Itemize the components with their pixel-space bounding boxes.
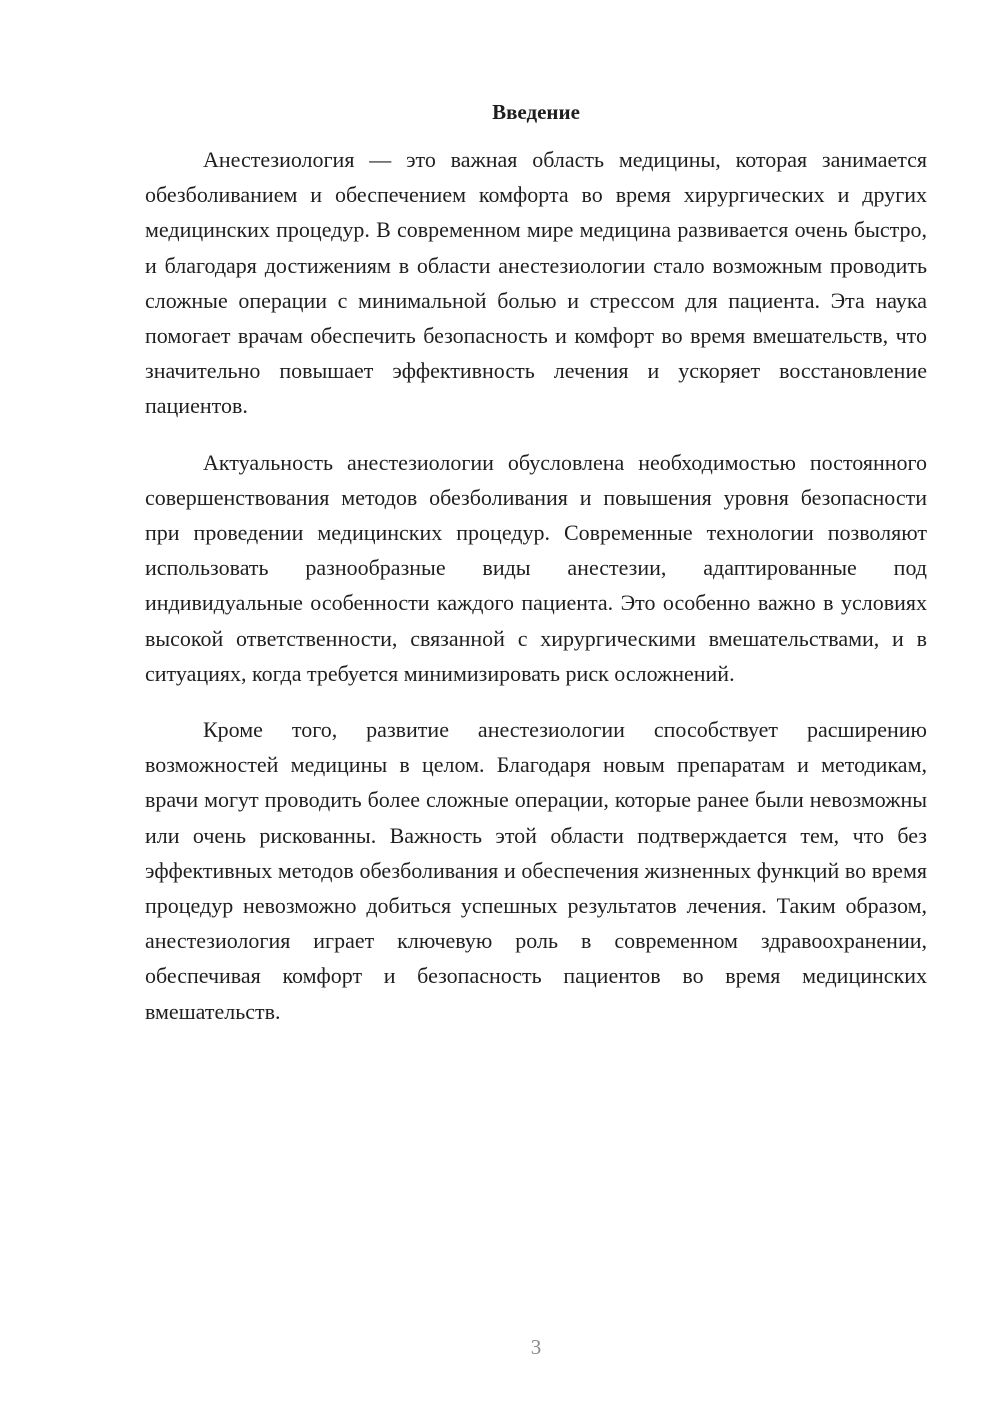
page-number: 3 [530,1335,542,1359]
paragraph-3: Кроме того, развитие анестезиологии способствует расширению возможностей медицины в целом. Благодаря новым препаратам и методикам, врачи могут проводить более сложные операции, которые ранее были невозможны или очень рискованны. Важность этой области подтверждается тем, что без эффективных методов обезболивания и обеспечения жизненных функций во время процедур невозможно добиться успешных результатов лечения. Таким образом, анестезиология играет ключевую роль в современном здравоохранении, обеспечивая комфорт и безопасность пациентов во время медицинских вмешательств. [145,717,927,1024]
paragraph-2: Актуальность анестезиологии обусловлена необходимостью постоянного совершенствования методов обезболивания и повышения уровня безопасности при проведении медицинских процедур. Современные технологии позволяют использовать разнообразные виды анестезии, адаптированные под индивидуальные особенности каждого пациента. Это особенно важно в условиях высокой ответственности, связанной с хирургическими вмешательствами, и в ситуациях, когда требуется минимизировать риск осложнений. [145,449,927,686]
document-body [145,142,927,1050]
paragraph-1: Анестезиология — это важная область медицины, которая занимается обезболиванием и обеспечением комфорта во время хирургических и других медицинских процедур. В современном мире медицина развивается очень быстро, и благодаря достижениям в области анестезиологии стало возможным проводить сложные операции с минимальной болью и стрессом для пациента. Эта наука помогает врачам обеспечить безопасность и комфорт во время вмешательств, что значительно повышает эффективность лечения и ускоряет восстановление пациентов. [145,147,927,419]
section-title: Введение [492,100,580,124]
